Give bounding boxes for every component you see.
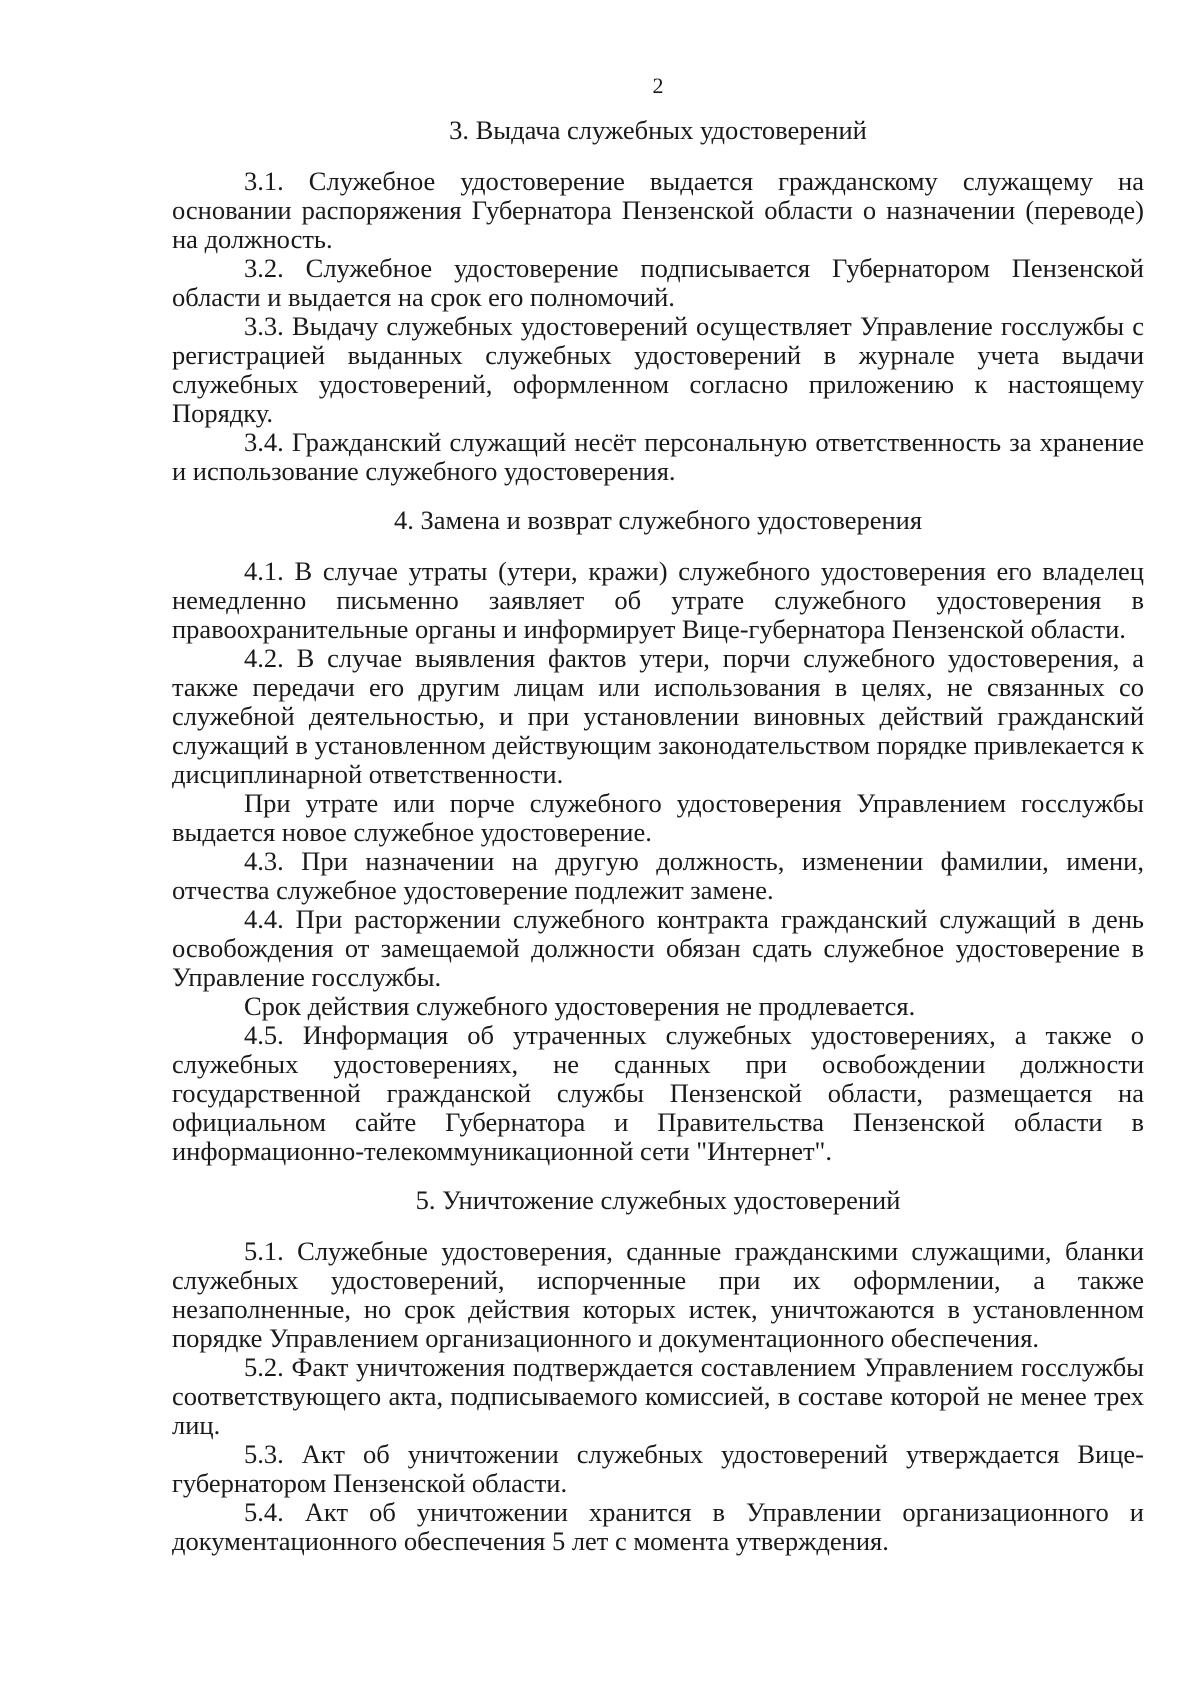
paragraph: Срок действия служебного удостоверения не продлевается. <box>244 991 916 1021</box>
document-page <box>172 62 1144 1576</box>
page-number: 2 <box>652 73 664 98</box>
paragraph: 3.1. Служебное удостоверение выдается гражданскому служащему на основании распоряжения Губернатора Пензенской области о назначении (переводе) на должность. <box>172 166 1144 254</box>
paragraph: 3.4. Гражданский служащий несёт персональную ответственность за хранение и использование служебного удостоверения. <box>172 427 1144 486</box>
section-title: 4. Замена и возврат служебного удостоверения <box>393 505 923 535</box>
section-destruction <box>172 1186 1144 1556</box>
section-title: 5. Уничтожение служебных удостоверений <box>415 1185 901 1215</box>
paragraph: При утрате или порче служебного удостоверения Управлением госслужбы выдается новое служебное удостоверение. <box>172 788 1144 847</box>
paragraph: 3.2. Служебное удостоверение подписывается Губернатором Пензенской области и выдается на срок его полномочий. <box>172 253 1144 312</box>
section-replacement <box>172 506 1144 1166</box>
paragraph: 5.2. Факт уничтожения подтверждается составлением Управлением госслужбы соответствующего акта, подписываемого комиссией, в составе которой не менее трех лиц. <box>172 1352 1144 1440</box>
paragraph: 5.3. Акт об уничтожении служебных удостоверений утверждается Вице-губернатором Пензенской области. <box>172 1439 1144 1498</box>
paragraph: 4.5. Информация об утраченных служебных удостоверениях, а также о служебных удостоверениях, не сданных при освобождении должности государственной гражданской службы Пензенской области, размещается на официальном сайте Губернатора и Правительства Пензенской области в информационно-телекоммуникационной сети "Интернет". <box>172 1020 1144 1166</box>
paragraph: 5.4. Акт об уничтожении хранится в Управлении организационного и документационного обеспечения 5 лет с момента утверждения. <box>172 1497 1144 1556</box>
paragraph: 4.1. В случае утраты (утери, кражи) служебного удостоверения его владелец немедленно письменно заявляет об утрате служебного удостоверения в правоохранительные органы и информирует Вице-губернатора Пензенской области. <box>172 556 1144 644</box>
paragraph: 4.3. При назначении на другую должность, изменении фамилии, имени, отчества служебное удостоверение подлежит замене. <box>172 846 1144 905</box>
paragraph: 3.3. Выдачу служебных удостоверений осуществляет Управление госслужбы с регистрацией выданных служебных удостоверений в журнале учета выдачи служебных удостоверений, оформленном согласно приложению к настоящему Порядку. <box>172 311 1144 428</box>
paragraph: 4.4. При расторжении служебного контракта гражданский служащий в день освобождения от замещаемой должности обязан сдать служебное удостоверение в Управление госслужбы. <box>172 904 1144 992</box>
paragraph: 4.2. В случае выявления фактов утери, порчи служебного удостоверения, а также передачи его другим лицам или использования в целях, не связанных со служебной деятельностью, и при установлении виновных действий гражданский служащий в установленном действующим законодательством порядке привлекается к дисциплинарной ответственности. <box>172 643 1144 789</box>
paragraph: 5.1. Служебные удостоверения, сданные гражданскими служащими, бланки служебных удостоверений, испорченные при их оформлении, а также незаполненные, но срок действия которых истек, уничтожаются в установленном порядке Управлением организационного и документационного обеспечения. <box>172 1236 1144 1353</box>
section-title: 3. Выдача служебных удостоверений <box>449 115 867 145</box>
section-issuance <box>172 116 1144 486</box>
